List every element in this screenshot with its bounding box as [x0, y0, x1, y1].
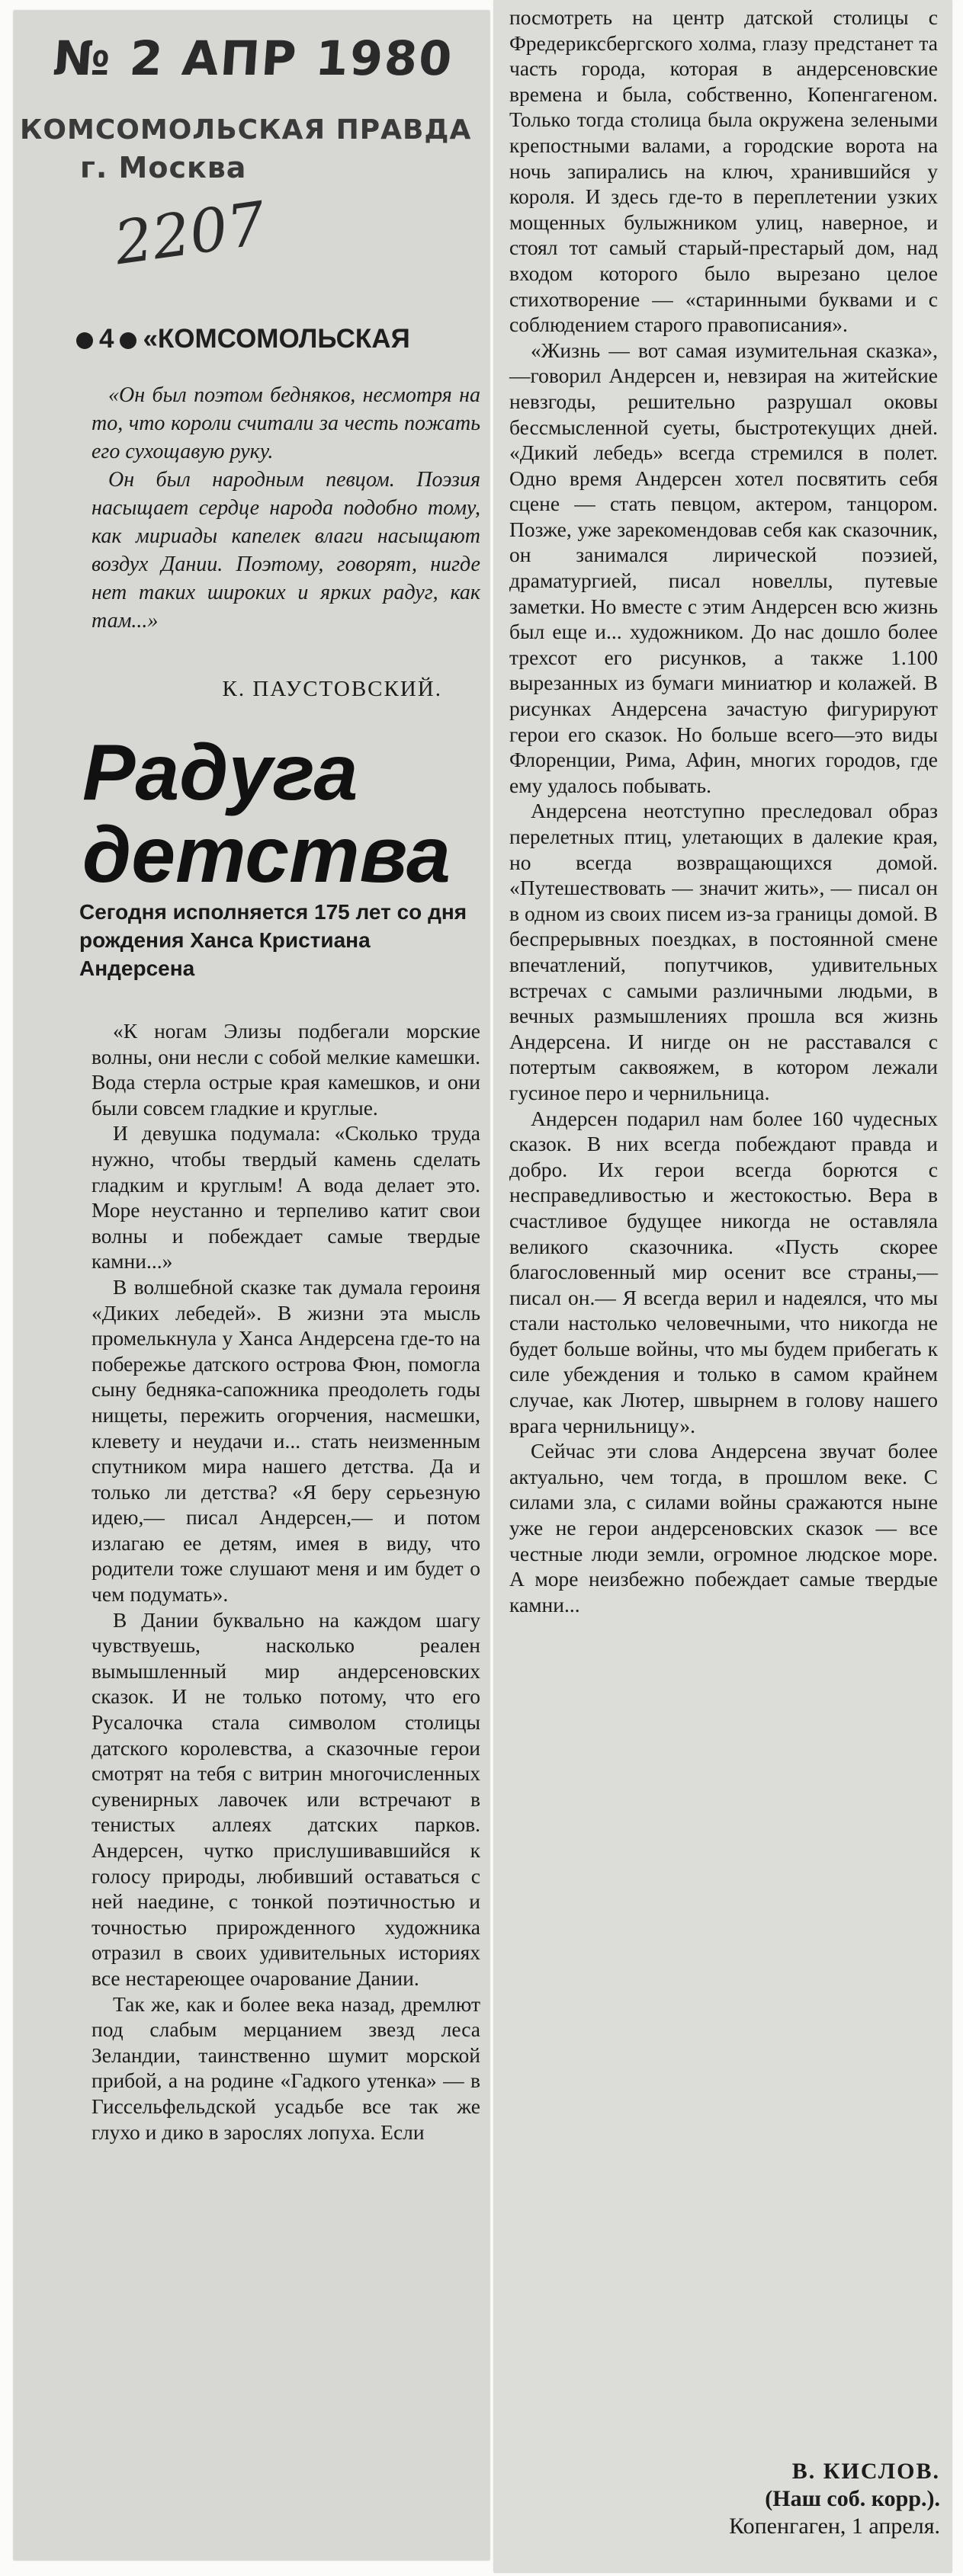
- article-paragraph: И девушка подумала: «Сколько труда нужно, чтобы твердый камень сделать гладким и круглым! А вода делает это. Море неустанно и терпеливо катит свои волны и побеждает самые твердые камни...»: [91, 1121, 480, 1274]
- epigraph-author: К. ПАУСТОВСКИЙ.: [222, 677, 442, 701]
- page-number: 4: [99, 324, 114, 354]
- article-paragraph: Андерсена неотступно преследовал образ перелетных птиц, улетающих в далекие края, но всегда возвращающихся домой. «Путешествовать — значит жить», — писал он в одном из своих писем из-за границы домой. В беспрерывных поездках, в постоянной смене впечатлений, попутчиков, удивительных встречах с самыми различными людьми, в вечных размышлениях прошла вся жизнь Андерсена. И нигде он не расставался с потертым саквояжем, в котором лежали гусиное перо и чернильница.: [509, 799, 938, 1104]
- article-paragraph: Андерсен подарил нам более 160 чудесных сказок. В них всегда побеждают правда и добро. Их герои всегда борются с несправедливостью и жестокостью. Вера в счастливое будущее никогда не оставляла великого сказочника. «Пусть скорее благословенный мир осенит все страны,— писал он.— Я всегда верил и надеялся, что мы стали настолько человечными, что никогда не будет больше войны, что мы будем прибегать к силе убеждения и только в самом крайнем случае, как Лютер, швырнем в голову нашего врага чернильницу».: [509, 1106, 938, 1437]
- article-paragraph: «Жизнь — вот самая изумительная сказка»,—говорил Андерсен и, невзирая на житейские невзгоды, решительно разрушал оковы бессмысленной суеты, быстротекущих дней. «Дикий лебедь» всегда стремился в полет. Одно время Андерсен хотел посвятить себя сцене — стать певцом, актером, танцором. Позже, уже зарекомендовав себя как сказочник, он занимался лирической поэзией, драматургией, писал новеллы, путевые заметки. Но вместе с этим Андерсен всю жизнь был еще и... художником. До нас дошло более трехсот его рисунков, а также 1.100 вырезанных из бумаги миниатюр и колажей. В рисунках Андерсена зачастую фигурируют герои его сказок. Но больше всего—это виды Флоренции, Рима, Афин, многих городов, где ему удалось побывать.: [509, 338, 938, 797]
- dateline: Копенгаген, 1 апреля.: [729, 2514, 940, 2539]
- city-stamp: г. Москва: [80, 151, 247, 184]
- epigraph-paragraph: «Он был поэтом бедняков, несмотря на то, что короли считали за честь пожать его сухощавую руку.: [91, 383, 480, 463]
- epigraph: [91, 381, 480, 635]
- article-right-column: [509, 5, 938, 1617]
- article-paragraph: Сейчас эти слова Андерсена звучат более актуально, чем тогда, в прошлом веке. С силами зла, с силами войны сражаются ныне уже не герои андерсеновских сказок — все честные люди земли, огромное людское море. А море неизбежно побеждает самые твердые камни...: [509, 1439, 938, 1616]
- author-role: (Наш соб. корр.).: [765, 2486, 940, 2511]
- epigraph-paragraph: Он был народным певцом. Поэзия насыщает сердце народа подобно тому, как мириады капелек влаги насыщают воздух Дании. Поэтому, говорят, нигде нет таких широких и ярких радуг, как там...»: [91, 468, 480, 633]
- newspaper-stamp: КОМСОМОЛЬСКАЯ ПРАВДА: [20, 114, 472, 146]
- page-folio: [70, 324, 410, 354]
- article-paragraph: В Дании буквально на каждом шагу чувствуешь, насколько реален вымышленный мир андерсеновских сказок. И не только потому, что его Русалочка стала символом столицы датского королевства, а сказочные герои смотрят на тебя с витрин многочисленных сувенирных лавочек или встречают в тенистых аллеях датских парков. Андерсен, чутко прислушивавшийся к голосу природы, любивший оставаться с ней наедине, с тонкой поэтичностью и точностью прирожденного художника отразил в своих удивительных историях все нестареющее очарование Дании.: [91, 1607, 480, 1990]
- headline: [82, 729, 451, 899]
- article-paragraph: «К ногам Элизы подбегали морские волны, они несли с собой мелкие камешки. Вода стерла острые края камешков, и они были совсем гладкие и круглые.: [91, 1019, 480, 1120]
- subheadline: Сегодня исполняется 175 лет со дня рождения Ханса Кристиана Андерсена: [79, 900, 467, 980]
- date-stamp: № 2 АПР 1980: [51, 30, 455, 86]
- headline-line: детства: [82, 811, 451, 899]
- article-paragraph: посмотреть на центр датской столицы с Фредериксбергского холма, глазу предстанет та часть города, которая в андерсеновские времена и была, собственно, Копенгагеном. Только тогда столица была окружена зелеными крепостными валами, а городские ворота на ночь запирались на ключ, хранившийся у короля. И здесь где-то в переплетении узких мощенных булыжником улиц, наверное, и стоял тот самый старый-престарый дом, над входом которого было вырезано целое стихотворение — «старинными буквами и с соблюдением старого правописания».: [509, 5, 938, 337]
- bullet-icon: [76, 332, 93, 349]
- bullet-icon: [120, 332, 136, 349]
- article-paragraph: В волшебной сказке так думала героиня «Диких лебедей». В жизни эта мысль промелькнула у Ханса Андерсена где-то на побережье датского острова Фюн, помогла сыну бедняка-сапожника преодолеть годы нищеты, пережить огорчения, насмешки, клевету и неудачи и... стать неизменным спутником мира нашего детства. Да и только ли детства? «Я беру серьезную идею,— писал Андерсен,— и потом излагаю ее детям, имея в виду, что родители тоже слушают меня и им будет о чем подумать».: [91, 1274, 480, 1607]
- headline-line: Радуга: [82, 729, 358, 817]
- byline: [494, 2458, 940, 2540]
- article-left-column: [91, 1018, 480, 2145]
- handwritten-number: 2207: [110, 189, 270, 279]
- folio-newspaper-name: «КОМСОМОЛЬСКАЯ: [143, 324, 410, 354]
- article-paragraph: Так же, как и более века назад, дремлют под слабым мерцанием звезд леса Зеландии, таинственно шумит морской прибой, а на родине «Гадкого утенка» — в Гиссельфельдской усадьбе все так же глухо и дико в зарослях лопуха. Если: [91, 1991, 480, 2144]
- author-name: В. КИСЛОВ.: [791, 2459, 940, 2484]
